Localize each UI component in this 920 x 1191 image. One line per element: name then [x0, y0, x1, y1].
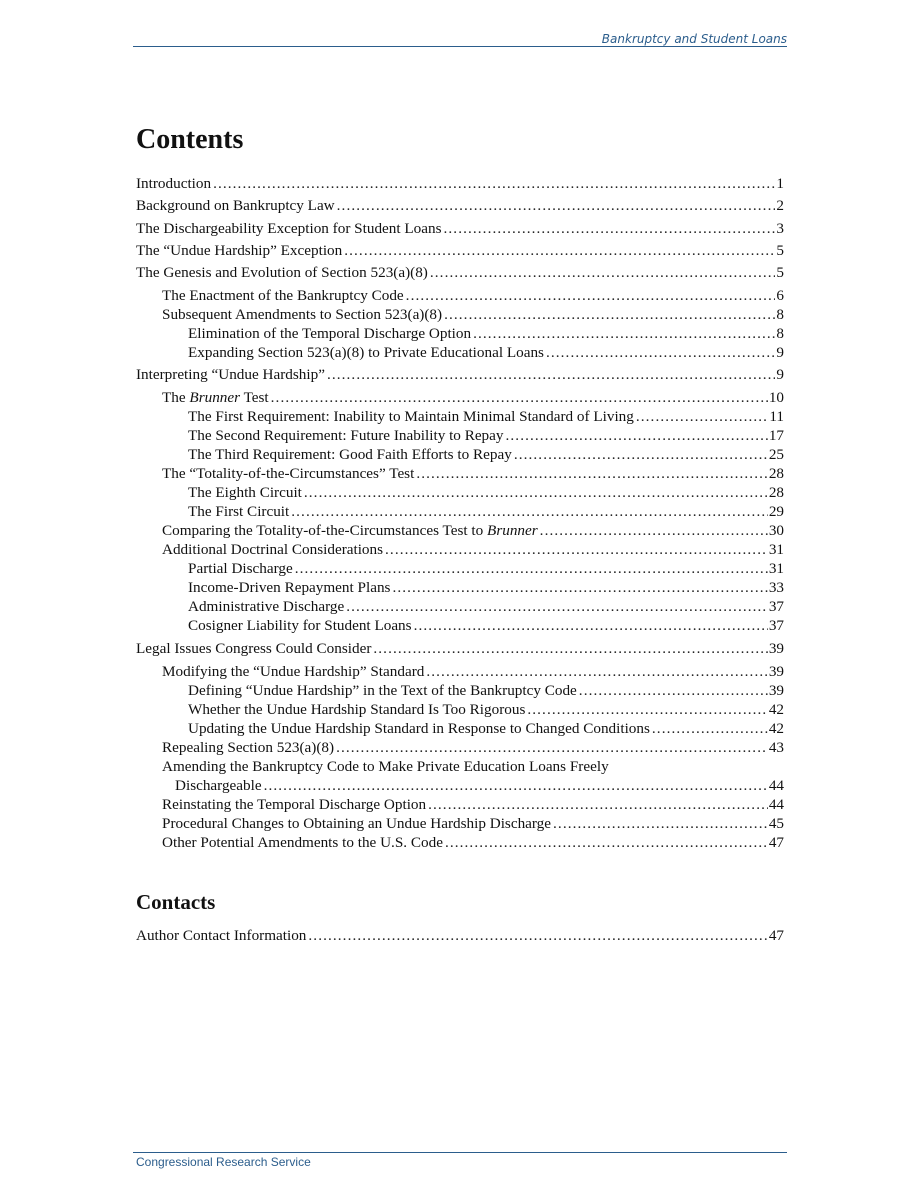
leader-dots [304, 483, 768, 502]
toc-page-number: 8 [776, 325, 784, 343]
toc-entry-undue-hardship-exception[interactable] [136, 241, 784, 260]
leader-dots [271, 388, 768, 407]
leader-dots [506, 426, 768, 445]
toc-entry-title: The “Totality-of-the-Circumstances” Test [162, 465, 415, 483]
toc-page-number: 28 [768, 484, 784, 502]
leader-dots [444, 305, 775, 324]
header-rule [133, 46, 787, 47]
leader-dots [514, 445, 768, 464]
toc-entry-first-requirement[interactable] [136, 407, 784, 426]
toc-page-number: 39 [768, 639, 784, 657]
toc-entry-income-driven-plans[interactable] [136, 578, 784, 597]
toc-entry-administrative-discharge[interactable] [136, 597, 784, 616]
toc-page-number: 8 [776, 306, 784, 324]
toc-entry-third-requirement[interactable] [136, 445, 784, 464]
toc-entry-private-loans-expansion[interactable] [136, 343, 784, 362]
toc-entry-too-rigorous[interactable] [136, 700, 784, 719]
toc-page-number: 37 [768, 598, 784, 616]
leader-dots [546, 343, 775, 362]
toc-entry-private-loans-dischargeable[interactable] [136, 757, 784, 776]
leader-dots [264, 776, 768, 795]
toc-page-number: 1 [776, 175, 784, 192]
toc-entry-title: The “Undue Hardship” Exception [136, 241, 343, 259]
toc-page-number: 30 [768, 522, 784, 540]
toc-entry-title: Additional Doctrinal Considerations [162, 541, 384, 559]
toc-entry-background[interactable] [136, 196, 784, 215]
toc-entry-title: Expanding Section 523(a)(8) to Private Educational Loans [188, 344, 544, 362]
toc-page-number: 43 [768, 738, 784, 756]
toc-entry-title: Procedural Changes to Obtaining an Undue Hardship Discharge [162, 814, 552, 832]
toc-entry-comparing-tests[interactable] [136, 521, 784, 540]
contents-heading: Contents [136, 124, 244, 155]
toc-page-number: 25 [768, 446, 784, 464]
toc-entry-title: Administrative Discharge [188, 598, 345, 616]
toc-page-number: 2 [776, 197, 784, 215]
contacts-list [136, 926, 784, 945]
leader-dots [636, 407, 769, 426]
toc-page-number: 9 [776, 366, 784, 384]
toc-page-number: 11 [769, 408, 784, 426]
toc-entry-title: The First Requirement: Inability to Maintain Minimal Standard of Living [188, 408, 634, 426]
toc-entry-second-requirement[interactable] [136, 426, 784, 445]
leader-dots [416, 464, 768, 483]
toc-entry-title: Reinstating the Temporal Discharge Option [162, 795, 427, 813]
leader-dots [473, 324, 775, 343]
toc-entry-title: Updating the Undue Hardship Standard in Response to Changed Conditions [188, 719, 650, 737]
toc-page-number: 31 [768, 541, 784, 559]
toc-page-number: 33 [768, 579, 784, 597]
toc-entry-title-line1: Amending the Bankruptcy Code to Make Private Education Loans Freely [162, 757, 609, 775]
running-header: Bankruptcy and Student Loans [601, 32, 787, 46]
leader-dots [346, 597, 768, 616]
leader-dots [579, 681, 768, 700]
toc-entry-title: Defining “Undue Hardship” in the Text of the Bankruptcy Code [188, 681, 577, 699]
toc-entry-totality-test[interactable] [136, 464, 784, 483]
toc-entry-brunner-test[interactable] [136, 388, 784, 407]
toc-entry-title: The Brunner Test [162, 389, 269, 407]
toc-entry-title: Cosigner Liability for Student Loans [188, 617, 412, 635]
toc-page-number: 45 [768, 814, 784, 832]
table-of-contents [136, 174, 784, 852]
toc-entry-cosigner-liability[interactable] [136, 616, 784, 635]
toc-entry-title: The Genesis and Evolution of Section 523(a)(8) [136, 264, 428, 282]
toc-entry-title: Legal Issues Congress Could Consider [136, 639, 372, 657]
contacts-heading: Contacts [136, 890, 216, 914]
toc-entry-title: Introduction [136, 175, 212, 192]
toc-entry-other-amendments[interactable] [136, 833, 784, 852]
toc-entry-reinstating-temporal[interactable] [136, 795, 784, 814]
leader-dots [392, 578, 767, 597]
toc-entry-introduction[interactable] [136, 174, 784, 193]
leader-dots [527, 700, 767, 719]
leader-dots [385, 540, 768, 559]
leader-dots [295, 559, 768, 578]
toc-entry-title: Modifying the “Undue Hardship” Standard [162, 662, 425, 680]
toc-entry-title: The Dischargeability Exception for Student Loans [136, 219, 442, 237]
toc-entry-subsequent-amendments[interactable] [136, 305, 784, 324]
toc-entry-author-contact[interactable] [136, 926, 784, 945]
toc-entry-legal-issues[interactable] [136, 639, 784, 658]
toc-page-number: 6 [776, 287, 784, 305]
leader-dots [553, 814, 768, 833]
leader-dots [336, 738, 768, 757]
leader-dots [344, 241, 775, 260]
toc-entry-partial-discharge[interactable] [136, 559, 784, 578]
toc-entry-first-circuit[interactable] [136, 502, 784, 521]
leader-dots [337, 196, 776, 215]
toc-entry-title-line2: Dischargeable [175, 776, 262, 794]
toc-entry-title: Background on Bankruptcy Law [136, 197, 335, 215]
toc-entry-additional-considerations[interactable] [136, 540, 784, 559]
toc-entry-title: The Eighth Circuit [188, 484, 302, 502]
toc-entry-title: Comparing the Totality-of-the-Circumstances Test to Brunner [162, 522, 538, 540]
toc-page-number: 17 [768, 427, 784, 445]
toc-entry-title: Author Contact Information [136, 927, 307, 944]
leader-dots [444, 219, 776, 238]
toc-entry-title: Partial Discharge [188, 560, 293, 578]
toc-page-number: 44 [768, 795, 784, 813]
toc-entry-modifying-standard[interactable] [136, 662, 784, 681]
toc-page-number: 37 [768, 617, 784, 635]
toc-page-number: 44 [768, 776, 784, 794]
leader-dots [327, 365, 775, 384]
leader-dots [428, 795, 768, 814]
toc-entry-title: The Second Requirement: Future Inability to Repay [188, 427, 504, 445]
footer-publisher: Congressional Research Service [136, 1155, 311, 1169]
toc-page-number: 47 [768, 833, 784, 851]
toc-entry-procedural-changes[interactable] [136, 814, 784, 833]
toc-entry-title: Interpreting “Undue Hardship” [136, 366, 325, 384]
leader-dots [540, 521, 768, 540]
leader-dots [445, 833, 768, 852]
leader-dots [652, 719, 768, 738]
toc-page-number: 5 [776, 264, 784, 282]
toc-entry-title: The Enactment of the Bankruptcy Code [162, 287, 404, 305]
toc-entry-interpreting-undue-hardship[interactable] [136, 365, 784, 384]
toc-entry-updating-standard[interactable] [136, 719, 784, 738]
toc-entry-title: Other Potential Amendments to the U.S. Code [162, 833, 443, 851]
toc-page-number: 31 [768, 560, 784, 578]
toc-page-number: 42 [768, 719, 784, 737]
toc-page-number: 10 [768, 389, 784, 407]
toc-entry-eighth-circuit[interactable] [136, 483, 784, 502]
toc-entry-dischargeability-exception[interactable] [136, 219, 784, 238]
toc-entry-title: Repealing Section 523(a)(8) [162, 738, 335, 756]
toc-page-number: 39 [768, 681, 784, 699]
toc-page-number: 9 [776, 344, 784, 362]
toc-entry-defining-undue-hardship[interactable] [136, 681, 784, 700]
toc-page-number: 39 [768, 662, 784, 680]
leader-dots [291, 502, 768, 521]
toc-entry-private-loans-dischargeable-continued[interactable] [136, 776, 784, 795]
leader-dots [213, 174, 775, 193]
leader-dots [373, 639, 767, 658]
leader-dots [414, 616, 768, 635]
toc-entry-genesis-evolution[interactable] [136, 263, 784, 282]
toc-entry-title: Elimination of the Temporal Discharge Option [188, 325, 472, 343]
toc-entry-title: Subsequent Amendments to Section 523(a)(8) [162, 306, 443, 324]
toc-page-number: 5 [776, 241, 784, 259]
leader-dots [308, 926, 767, 945]
toc-entry-enactment[interactable] [136, 286, 784, 305]
toc-entry-title: Income-Driven Repayment Plans [188, 579, 391, 597]
leader-dots [430, 263, 776, 282]
toc-entry-title: The Third Requirement: Good Faith Efforts to Repay [188, 446, 512, 464]
toc-entry-temporal-elimination[interactable] [136, 324, 784, 343]
toc-page-number: 47 [768, 927, 784, 944]
toc-entry-title: Whether the Undue Hardship Standard Is Too Rigorous [188, 700, 526, 718]
leader-dots [426, 662, 767, 681]
toc-page-number: 42 [768, 700, 784, 718]
toc-page-number: 3 [776, 219, 784, 237]
footer-rule [133, 1152, 787, 1153]
toc-page-number: 29 [768, 503, 784, 521]
toc-entry-repealing-section[interactable] [136, 738, 784, 757]
toc-page-number: 28 [768, 465, 784, 483]
leader-dots [406, 286, 776, 305]
toc-entry-title: The First Circuit [188, 503, 290, 521]
